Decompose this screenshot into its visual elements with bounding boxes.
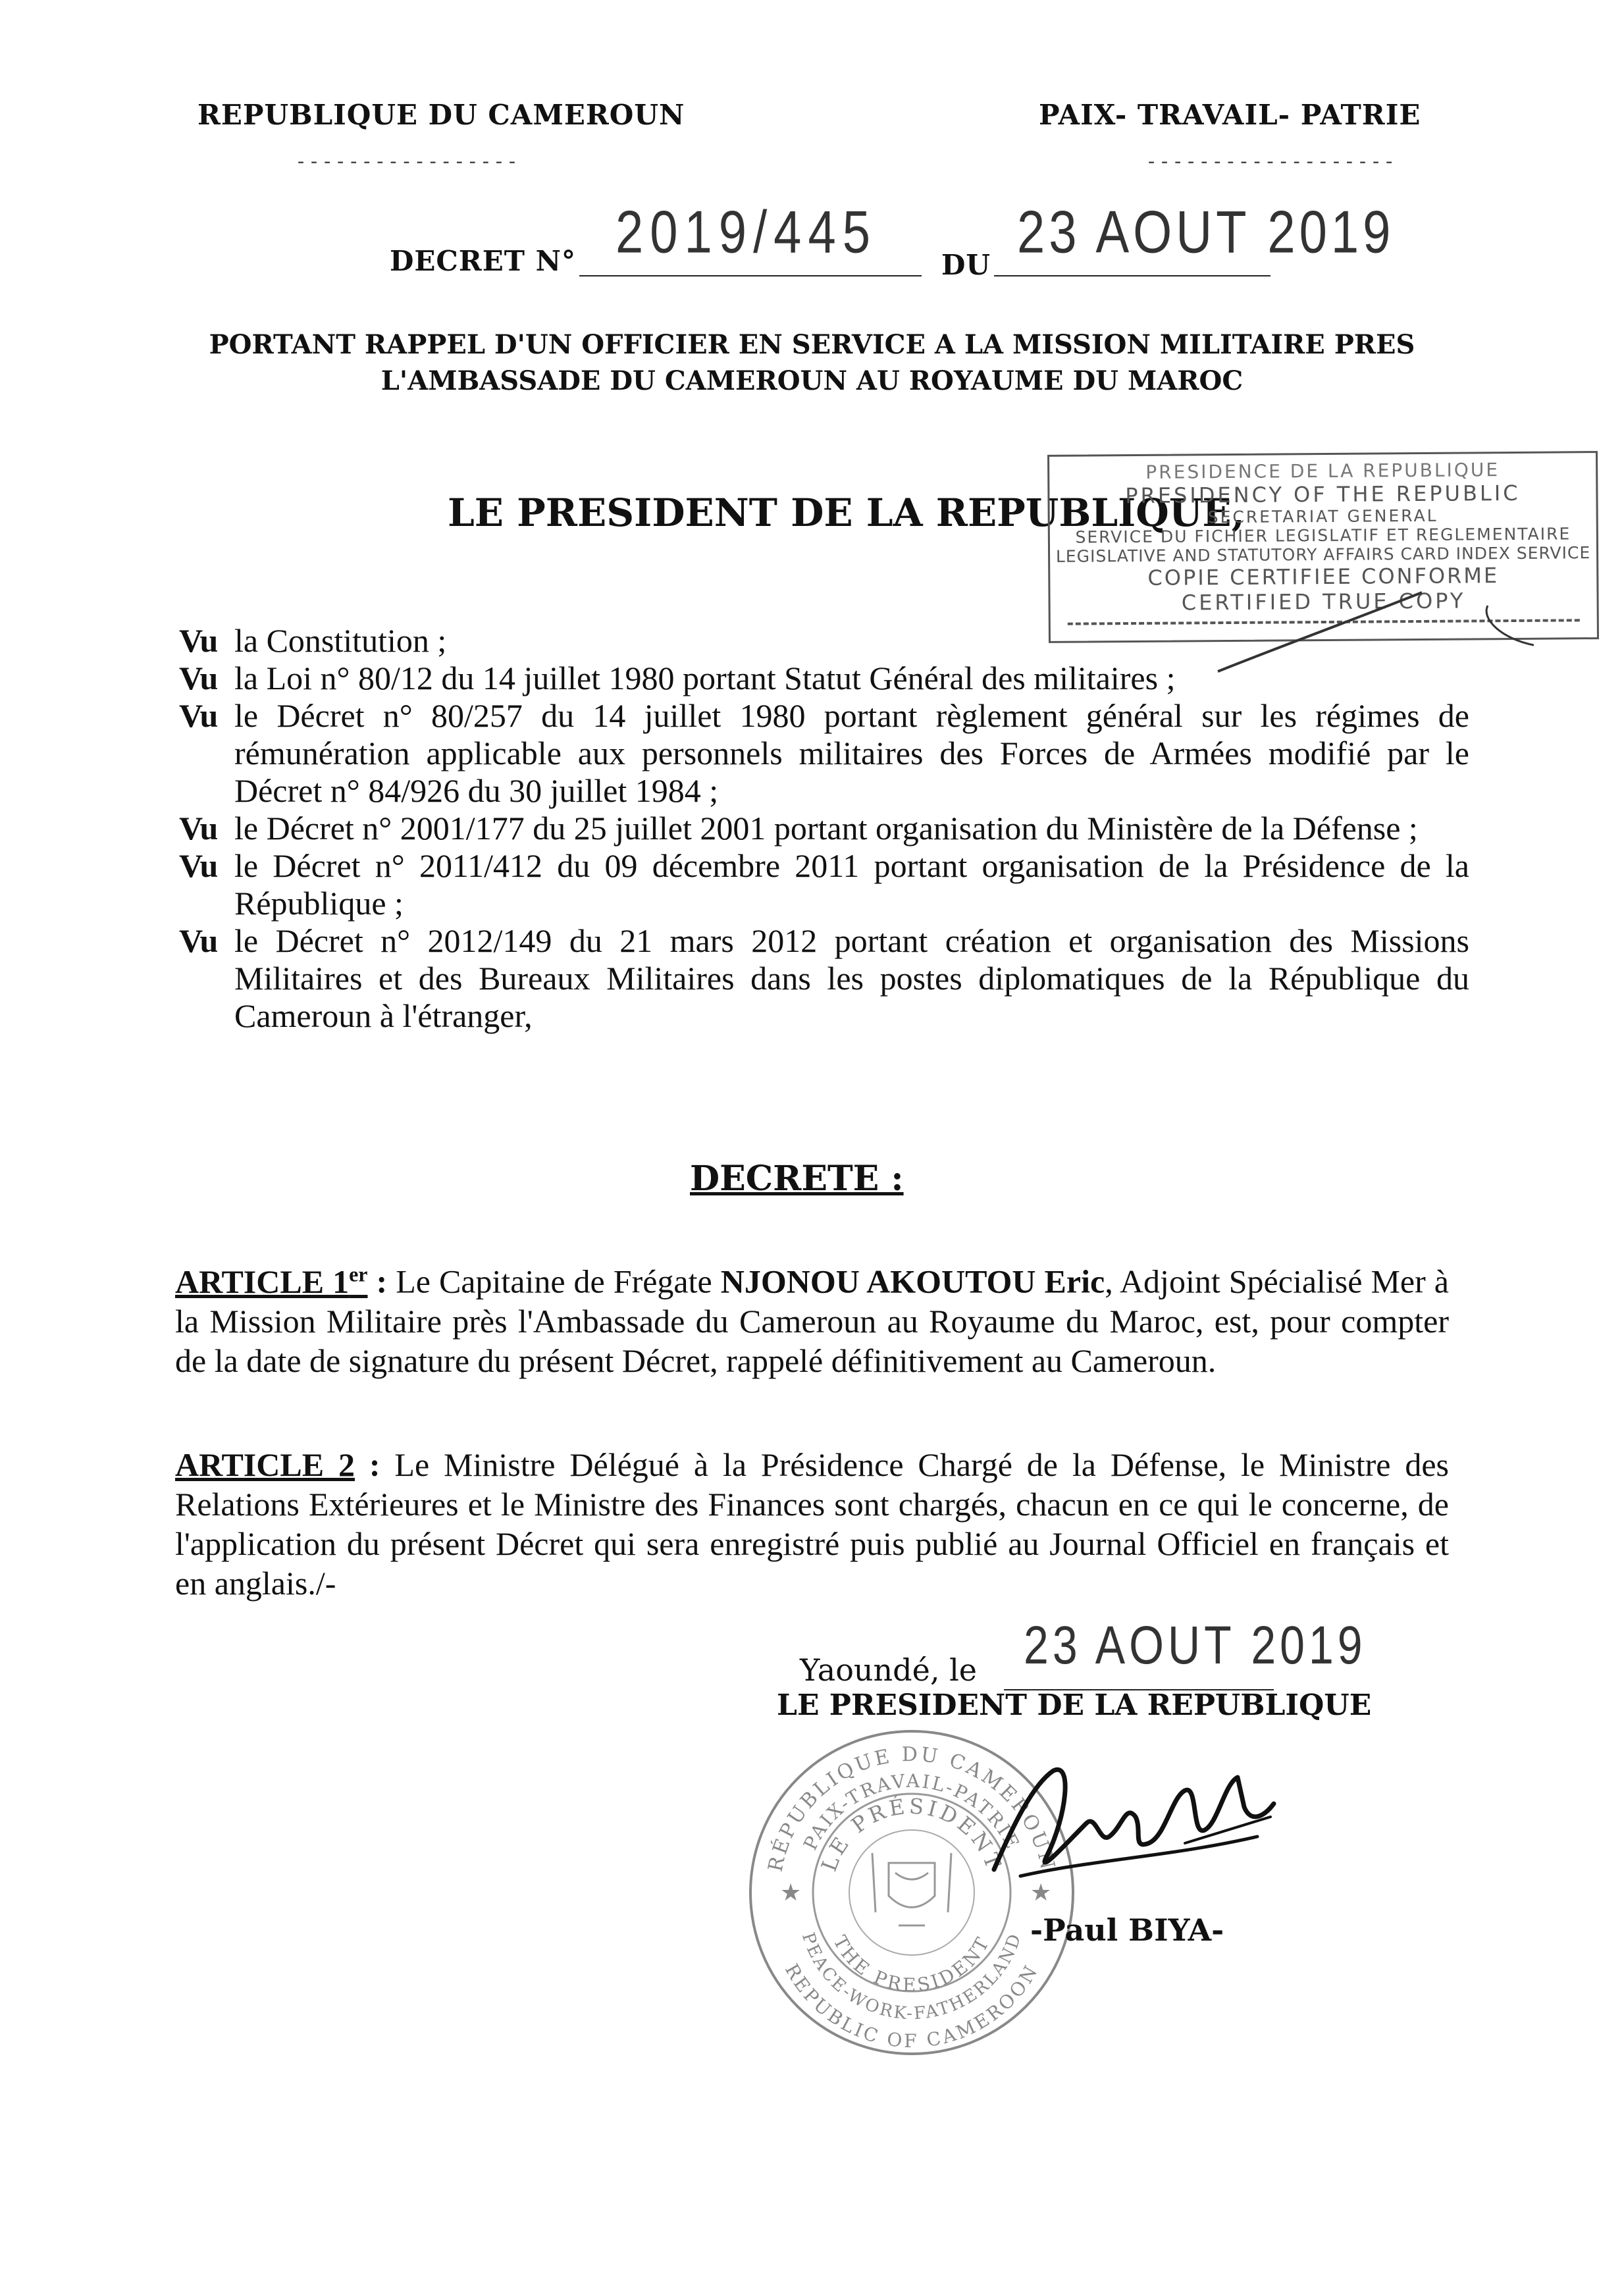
- visa-vu: Vu: [179, 922, 219, 959]
- visa-item: [179, 697, 1469, 810]
- seal-star-right-icon: ★: [1030, 1879, 1052, 1906]
- visa-vu: Vu: [179, 622, 219, 659]
- article-1-label-text: ARTICLE 1: [175, 1263, 350, 1300]
- visa-text: le Décret n° 80/257 du 14 juillet 1980 portant règlement général sur les régimes de rémunération applicable aux personnels militaires des Forces de Armées modifié par le Décret n° 84/926 du 30 juillet 1984 ;: [234, 697, 1469, 809]
- article-2-text: Le Ministre Délégué à la Présidence Chargé de la Défense, le Ministre des Relations Extérieures et le Ministre des Finances sont chargés, chacun en ce qui le concerne, de l'application du présent Décret qui sera enregistré puis publié au Journal Officiel en français et en anglais./-: [175, 1446, 1449, 1602]
- article-1-label: [175, 1263, 368, 1300]
- stamp-line-4: SERVICE DU FICHIER LEGISLATIF ET REGLEMENTAIRE: [1075, 524, 1571, 547]
- seal-motto-bottom-text: PEACE-WORK-FATHERLAND: [797, 1930, 1026, 2024]
- decree-date-underline: [994, 275, 1270, 276]
- stamp-line-5: LEGISLATIVE AND STATUTORY AFFAIRS CARD INDEX SERVICE: [1055, 543, 1591, 566]
- stamp-line-3: SECRETARIAT GENERAL: [1207, 506, 1438, 527]
- visa-text: le Décret n° 2011/412 du 09 décembre 2011 portant organisation de la Présidence de la République ;: [234, 847, 1469, 922]
- president-signature: [974, 1744, 1290, 1902]
- article-1-text-after: , Adjoint Spécialisé Mer à la Mission Militaire près l'Ambassade du Cameroun au Royaume du Maroc, est, pour compter de la date de signature du présent Décret, rappelé définitivement au Cameroun.: [175, 1263, 1449, 1379]
- article-1-colon: :: [367, 1263, 388, 1300]
- visa-vu: Vu: [179, 697, 219, 734]
- visa-item: [179, 622, 1469, 660]
- visa-vu: Vu: [179, 660, 219, 696]
- visa-text: le Décret n° 2001/177 du 25 juillet 2001 portant organisation du Ministère de la Défense ;: [234, 810, 1418, 847]
- article-1-officer-name: NJONOU AKOUTOU Eric: [720, 1263, 1105, 1300]
- visa-item: [179, 810, 1469, 847]
- decree-du: DU: [941, 249, 991, 281]
- visa-item: [179, 922, 1469, 1035]
- header-left: REPUBLIQUE DU CAMEROUN: [197, 99, 685, 131]
- seal-inner-bottom-text: THE PRESIDENT: [829, 1931, 995, 1997]
- header-right: PAIX- TRAVAIL- PATRIE: [1039, 99, 1421, 131]
- signatory-name: -Paul BIYA-: [1030, 1912, 1224, 1948]
- decrete-heading: DECRETE :: [690, 1159, 904, 1199]
- stamp-line-1: PRESIDENCE DE LA REPUBLIQUE: [1145, 459, 1500, 483]
- decree-number-underline: [579, 275, 922, 276]
- visa-vu: Vu: [179, 810, 219, 847]
- header-right-rule: -------------------: [1145, 150, 1397, 173]
- article-2-label: ARTICLE 2: [175, 1446, 355, 1483]
- seal-outer-top-text: RÉPUBLIQUE DU CAMEROUN: [764, 1742, 1060, 1874]
- seal-outer-bottom-text: REPUBLIC OF CAMEROON: [780, 1960, 1043, 2053]
- seal-star-left-icon: ★: [780, 1879, 802, 1906]
- article-1-text-before: Le Capitaine de Frégate: [387, 1263, 721, 1300]
- signature-date: 23 AOUT 2019: [1024, 1615, 1367, 1675]
- seal-inner-top-text: LE PRÉSIDENT: [816, 1793, 1008, 1875]
- subject-line-1: PORTANT RAPPEL D'UN OFFICIER EN SERVICE A LA MISSION MILITAIRE PRES: [209, 329, 1415, 360]
- decree-label: DECRET N°: [390, 245, 577, 277]
- visa-text: le Décret n° 2012/149 du 21 mars 2012 portant création et organisation des Missions Militaires et des Bureaux Militaires dans les postes diplomatiques de la République du Cameroun à l'étranger,: [234, 922, 1469, 1034]
- coat-of-arms-icon: [872, 1853, 951, 1925]
- decree-number: 2019/445: [616, 198, 877, 266]
- stamp-line-2: PRESIDENCY OF THE REPUBLIC: [1125, 480, 1521, 509]
- stamp-line-6: COPIE CERTIFIEE CONFORME: [1147, 563, 1500, 590]
- visas-list: [179, 622, 1469, 1035]
- stamp-line-7: CERTIFIED TRUE COPY: [1181, 588, 1466, 615]
- president-heading: LE PRESIDENT DE LA REPUBLIQUE,: [448, 490, 1245, 535]
- article-2-colon: :: [354, 1446, 380, 1483]
- header-left-rule: -----------------: [295, 150, 520, 173]
- visa-item: [179, 847, 1469, 922]
- signature-place: Yaoundé, le: [800, 1652, 978, 1688]
- visa-text: la Constitution ;: [234, 622, 447, 659]
- signature-title: LE PRESIDENT DE LA REPUBLIQUE: [777, 1688, 1372, 1722]
- visa-item: [179, 660, 1469, 697]
- article-2: [175, 1445, 1449, 1603]
- subject-line-2: L'AMBASSADE DU CAMEROUN AU ROYAUME DU MAROC: [380, 365, 1244, 396]
- article-1: [175, 1254, 1449, 1380]
- seal-motto-top-text: PAIX-TRAVAIL-PATRIE: [799, 1769, 1024, 1854]
- article-1-label-sup: er: [349, 1262, 368, 1286]
- visa-vu: Vu: [179, 847, 219, 884]
- visa-text: la Loi n° 80/12 du 14 juillet 1980 portant Statut Général des militaires ;: [234, 660, 1176, 696]
- decree-date: 23 AOUT 2019: [1017, 198, 1395, 266]
